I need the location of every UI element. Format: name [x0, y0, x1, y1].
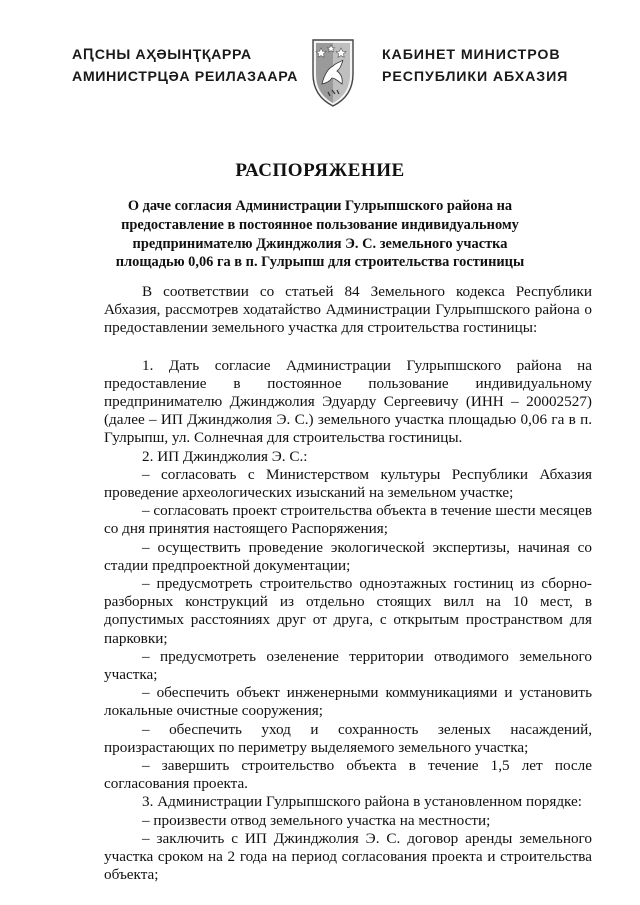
item-3: 3. Администрации Гулрыпшского района в установленном порядке:	[142, 793, 583, 811]
item-2-bullet-utilities: – обеспечить объект инженерными коммуникациями и установить локальные очистные сооружения;	[104, 684, 592, 720]
document-subject: О даче согласия Администрации Гулрыпшского района на предоставление в постоянное пользование индивидуальному предпринимателю Джинджолия Э. С. земельного участка площадью 0,06 га в п. Гулрыпш для строительства гостиницы	[115, 198, 525, 271]
preamble-paragraph: В соответствии со статьей 84 Земельного кодекса Республики Абхазия, рассмотрев ходатайство Администрации Гулрыпшского района о предоставлении земельного участка для строительства гостиницы:	[104, 283, 592, 337]
header-abkhaz-authority	[72, 44, 298, 88]
item-1: 1. Дать согласие Администрации Гулрыпшского района на предоставление в постоянное пользование индивидуальному предпринимателю Джинджолия Эдуарду Сергеевичу (ИНН – 20002527) (далее – ИП Джинджолия Э. С.) земельного участка площадью 0,06 га в п. Гулрыпш, ул. Солнечная для строительства гостиницы.	[104, 356, 592, 447]
item-2-bullet-archaeology: – согласовать с Министерством культуры Республики Абхазия проведение археологических изысканий на земельном участке;	[104, 465, 592, 502]
header-left-line2: АМИНИСТРЦӘА РЕИЛАЗААРА	[72, 69, 298, 85]
header-right-line1: КАБИНЕТ МИНИСТРОВ	[382, 47, 561, 63]
item-2: 2. ИП Джинджолия Э. С.:	[142, 447, 308, 465]
header-right-line2: РЕСПУБЛИКИ АБХАЗИЯ	[382, 69, 569, 85]
paragraph-spacer	[104, 338, 592, 357]
item-2-bullet-project-approval: – согласовать проект строительства объекта в течение шести месяцев со дня принятия настоящего Распоряжения;	[104, 502, 592, 538]
item-2-bullet-ecological-review: – осуществить проведение экологической экспертизы, начиная со стадии предпроектной документации;	[104, 538, 592, 574]
item-3-bullet-lease: – заключить с ИП Джинджолия Э. С. договор аренды земельного участка сроком на 2 года на период согласования проекта и строительства объекта;	[104, 829, 592, 884]
item-2-bullet-green-protection: – обеспечить уход и сохранность зеленых насаждений, произрастающих по периметру выделяемого земельного участка;	[104, 720, 592, 756]
coat-of-arms-abkhazia-icon	[310, 38, 356, 108]
item-2-bullet-completion-term: – завершить строительство объекта в течение 1,5 лет после согласования проекта.	[104, 757, 592, 793]
item-2-bullet-landscaping: – предусмотреть озеленение территории отводимого земельного участка;	[104, 647, 592, 684]
document-body	[104, 283, 592, 885]
header-left-line1: АԤСНЫ АҲӘЫНҬҚАРРА	[72, 47, 252, 63]
document-title: РАСПОРЯЖЕНИЕ	[235, 160, 405, 181]
item-3-bullet-allotment: – произвести отвод земельного участка на местности;	[142, 811, 491, 829]
header-cabinet-of-ministers	[382, 44, 592, 88]
item-2-bullet-construction-type: – предусмотреть строительство одноэтажных гостиниц из сборно-разборных конструкций из отдельно стоящих вилл на 10 мест, в допустимых расстояниях друг от друга, с открытым пространством для парковки;	[104, 575, 592, 647]
